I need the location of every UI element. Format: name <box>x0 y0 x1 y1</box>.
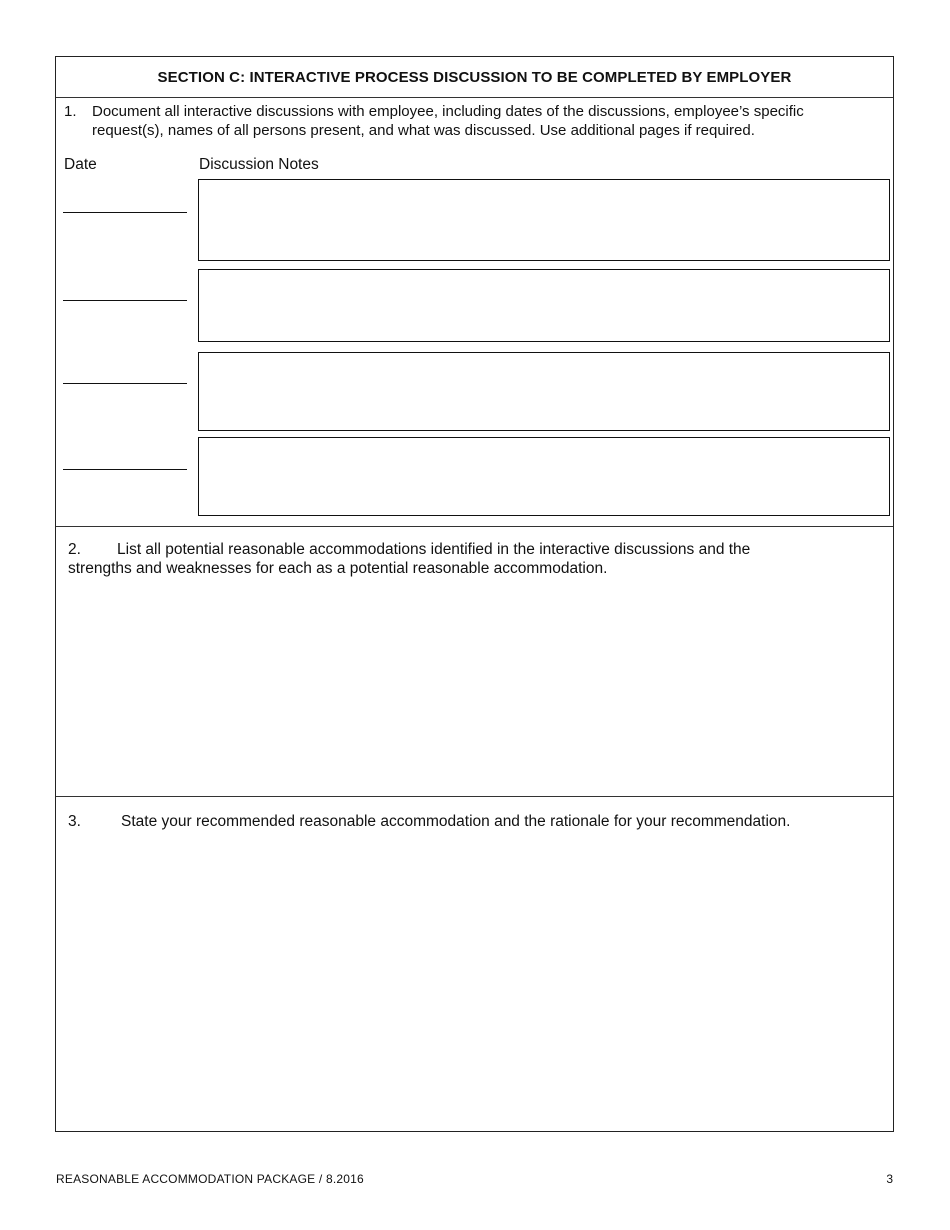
date-field[interactable] <box>63 469 187 470</box>
discussion-notes-box[interactable] <box>198 352 890 431</box>
question-2-text-line-2: strengths and weaknesses for each as a potential reasonable accommodation. <box>68 560 608 577</box>
date-field[interactable] <box>63 300 187 301</box>
section-divider <box>56 526 893 527</box>
section-title: SECTION C: INTERACTIVE PROCESS DISCUSSION TO BE COMPLETED BY EMPLOYER <box>56 57 893 98</box>
section-divider <box>56 796 893 797</box>
date-field[interactable] <box>63 383 187 384</box>
question-2-answer-area[interactable] <box>64 585 885 791</box>
question-3-answer-area[interactable] <box>64 841 885 1121</box>
question-2-number: 2. <box>68 541 81 558</box>
notes-column-label: Discussion Notes <box>199 156 319 173</box>
footer-document-name: REASONABLE ACCOMMODATION PACKAGE / 8.2016 <box>56 1172 364 1186</box>
discussion-notes-box[interactable] <box>198 179 890 261</box>
question-1-text: Document all interactive discussions with employee, including dates of the discussions, employee’s specific request(s), names of all persons present, and what was discussed. Use additional pages if required. <box>92 103 804 139</box>
page-number: 3 <box>886 1172 893 1186</box>
question-3-text: State your recommended reasonable accommodation and the rationale for your recommendation. <box>121 813 791 830</box>
question-1 <box>64 102 875 140</box>
date-column-label: Date <box>64 156 97 173</box>
question-3-number: 3. <box>68 813 81 830</box>
form-section-c <box>55 56 894 1132</box>
date-field[interactable] <box>63 212 187 213</box>
question-1-number: 1. <box>64 103 77 120</box>
discussion-notes-box[interactable] <box>198 269 890 342</box>
question-2-text-line-1: List all potential reasonable accommodations identified in the interactive discussions and the <box>117 541 751 558</box>
discussion-notes-box[interactable] <box>198 437 890 516</box>
